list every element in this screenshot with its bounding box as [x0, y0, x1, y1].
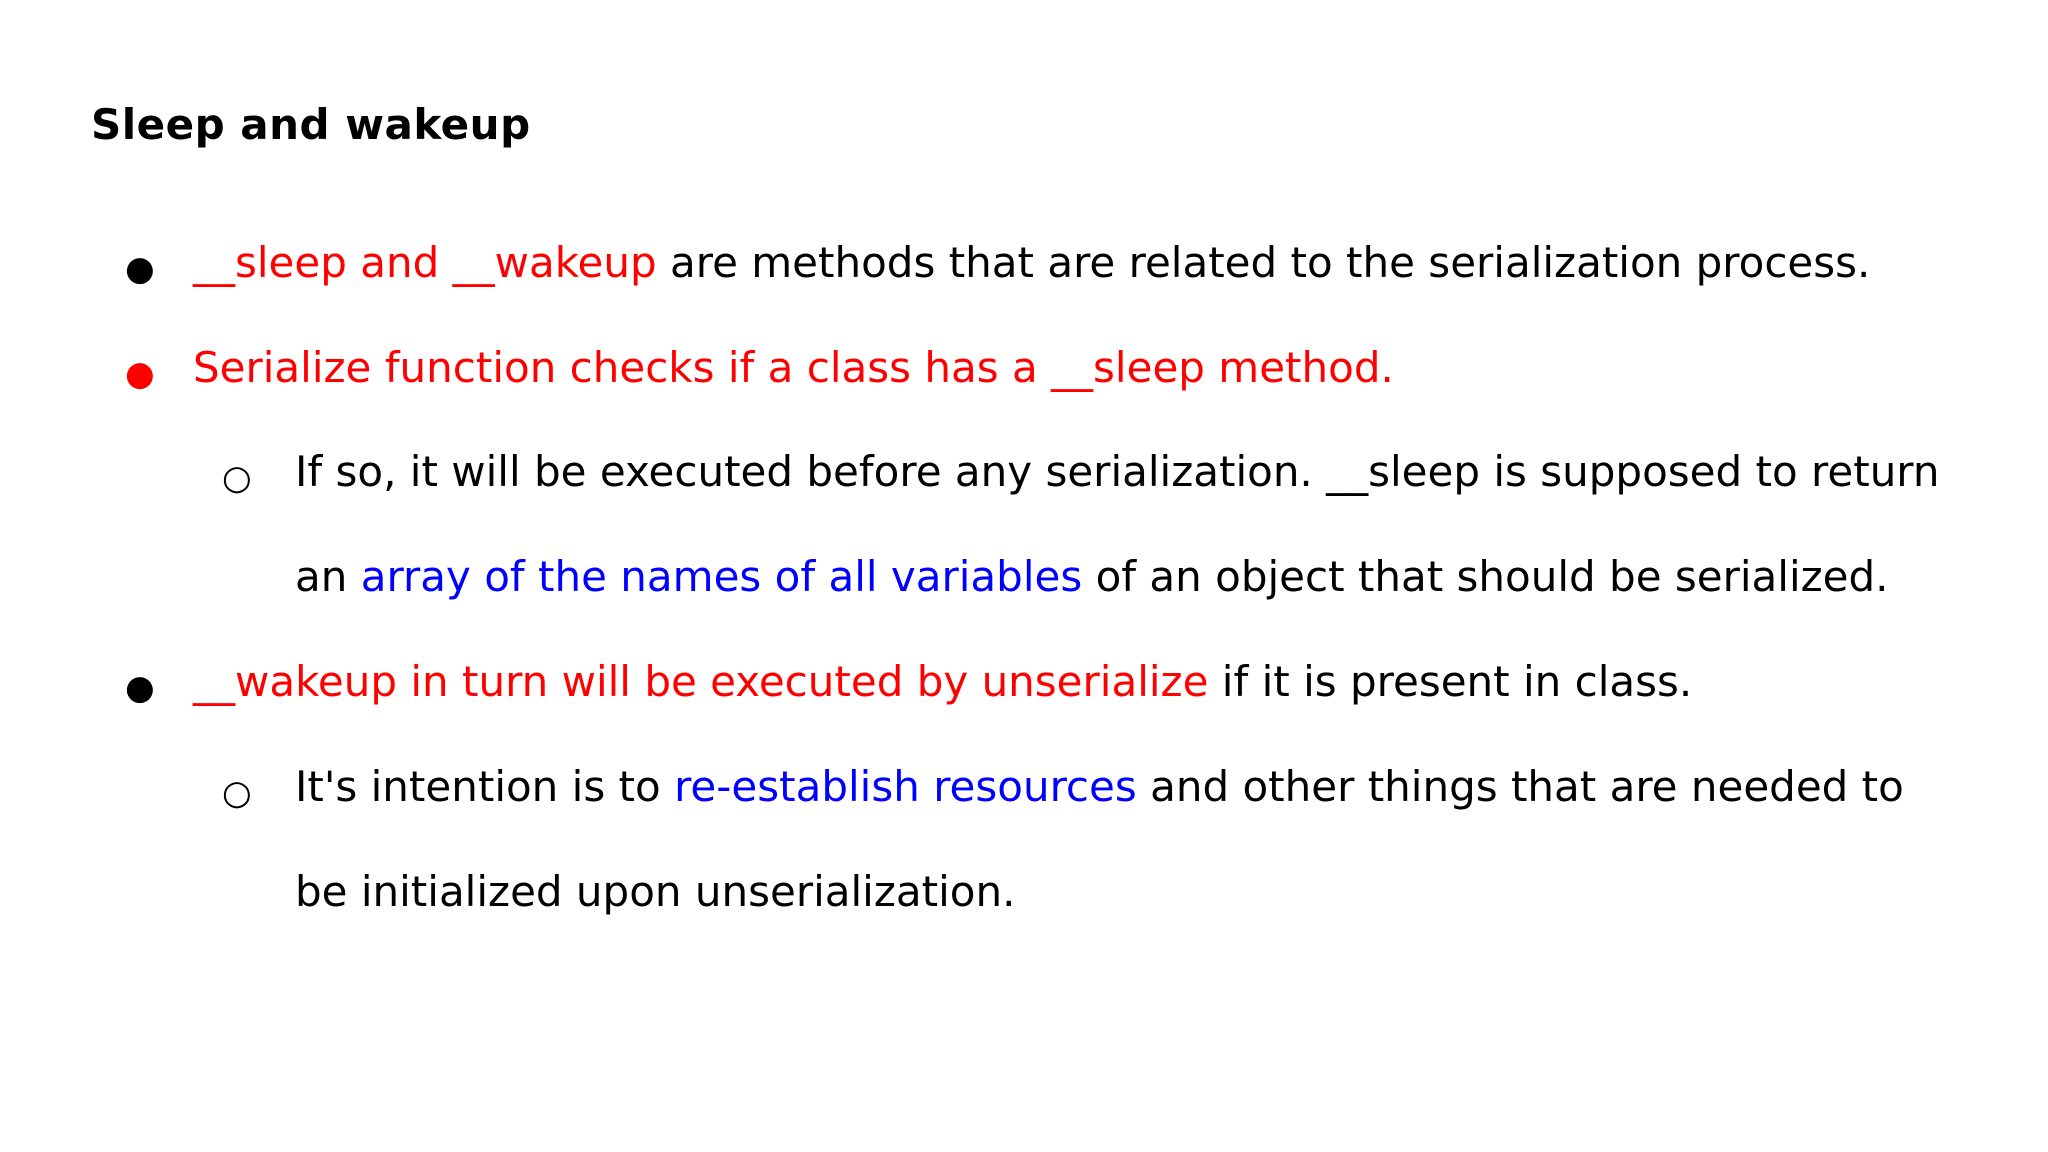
bullet-dot: ●	[125, 249, 155, 289]
text-segment: Serialize function checks if a class has a __sleep method.	[193, 343, 1394, 392]
text-segment: array of the names of all variables	[360, 552, 1083, 601]
bullet-dot: ●	[125, 668, 155, 708]
text-segment: re-establish resources	[674, 762, 1137, 811]
bullet-item-2	[193, 343, 1394, 392]
text-segment: __sleep and __wakeup	[193, 238, 657, 287]
bullet-dot: ●	[125, 354, 155, 394]
text-segment: be initialized upon unserialization.	[295, 867, 1016, 916]
text-segment: It's intention is to	[295, 762, 675, 811]
bullet-item-3	[193, 657, 1693, 706]
text-segment: are methods that are related to the serialization process.	[656, 238, 1871, 287]
text-segment: If so, it will be executed before any serialization. __sleep is supposed to return	[295, 447, 1940, 496]
text-segment: __wakeup in turn will be executed by unserialize	[193, 657, 1209, 706]
sub-item-1-line-1	[295, 447, 1940, 496]
bullet-item-1	[193, 238, 1871, 287]
sub-item-1-line-2	[295, 552, 1889, 601]
text-segment: of an object that should be serialized.	[1082, 552, 1889, 601]
sub-item-2-line-1	[295, 762, 1904, 811]
slide-title: Sleep and wakeup	[91, 100, 531, 149]
sub-bullet-circle: ○	[222, 458, 252, 498]
text-segment: and other things that are needed to	[1136, 762, 1904, 811]
sub-item-2-line-2	[295, 867, 1016, 916]
text-segment: if it is present in class.	[1208, 657, 1693, 706]
sub-bullet-circle: ○	[222, 773, 252, 813]
text-segment: an	[295, 552, 361, 601]
